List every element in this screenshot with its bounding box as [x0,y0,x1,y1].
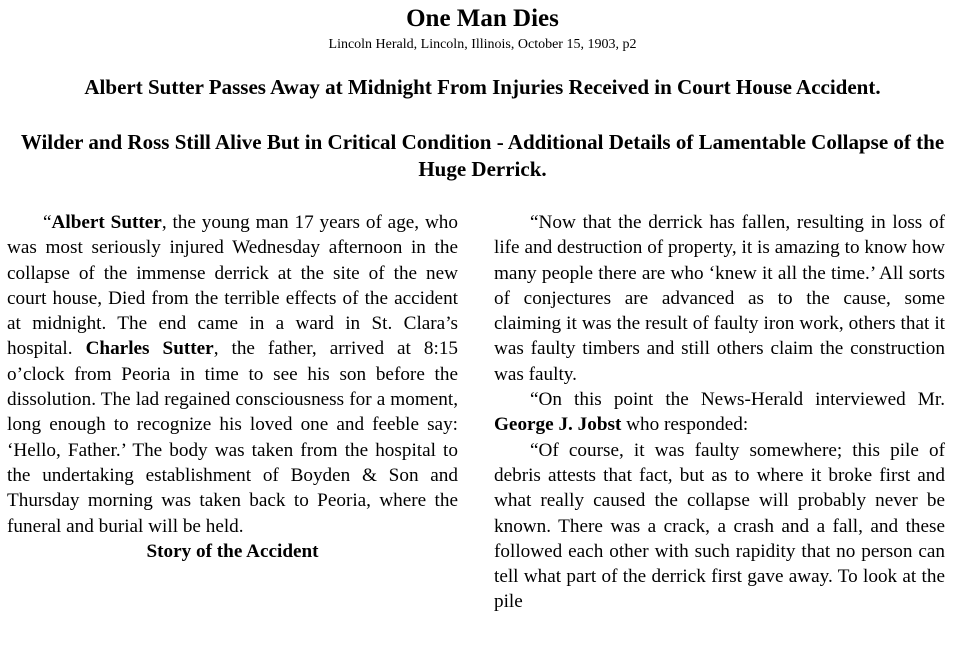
left-column [7,210,458,564]
headline-secondary: Wilder and Ross Still Alive But in Critical Condition - Additional Details of Lamentable Collapse of the Huge Derrick. [20,130,945,181]
name-albert-sutter: Albert Sutter [51,212,162,233]
paragraph-text: who responded: [621,414,749,436]
paragraph-text: “On this point the News-Herald interviewed Mr. [530,389,945,411]
paragraph-interview [494,387,945,438]
article-source: Lincoln Herald, Lincoln, Illinois, October 15, 1903, p2 [328,37,637,52]
right-column [494,210,945,615]
paragraph-text: , the father, arrived at 8:15 o’clock from Peoria in time to see his son before the dissolution. The lad regained consciousness for a moment, long enough to recognize his loved one and feeble say: ‘Hello, Father.’ The body was taken from the hospital to the undertaking establishment of Boyden & Son and Thursday morning was taken back to Peoria, where the funeral and burial will be held. [7,338,459,537]
open-quote: “ [43,212,52,233]
paragraph-albert-sutter [7,210,458,539]
article-title: One Man Dies [406,5,559,32]
subhead-story-of-accident: Story of the Accident [146,540,319,562]
name-george-jobst: George J. Jobst [494,414,622,436]
paragraph-derrick-fallen: “Now that the derrick has fallen, resulting in loss of life and destruction of property, it is amazing to know how many people there are who ‘knew it all the time.’ All sorts of conjectures are advanced as to the cause, some claiming it was the result of faulty iron work, others that it was faulty timbers and still others claim the construction was faulty. [494,212,945,385]
paragraph-response: “Of course, it was faulty somewhere; this pile of debris attests that fact, but as to where it broke first and what really caused the collapse will probably never be known. There was a crack, a crash and a fall, and these followed each other with such rapidity that no person can tell what part of the derrick first gave away. To look at the pile [494,439,945,613]
headline-primary: Albert Sutter Passes Away at Midnight From Injuries Received in Court House Accident. [84,75,881,99]
name-charles-sutter: Charles Sutter [85,338,214,360]
paragraph-text: , the young man 17 years of age, who was most seriously injured Wednesday afternoon in the collapse of the immense derrick at the site of the new court house, Died from the terrible effects of the accident at midnight. The end came in a ward in St. Clara’s hospital. [7,212,458,360]
